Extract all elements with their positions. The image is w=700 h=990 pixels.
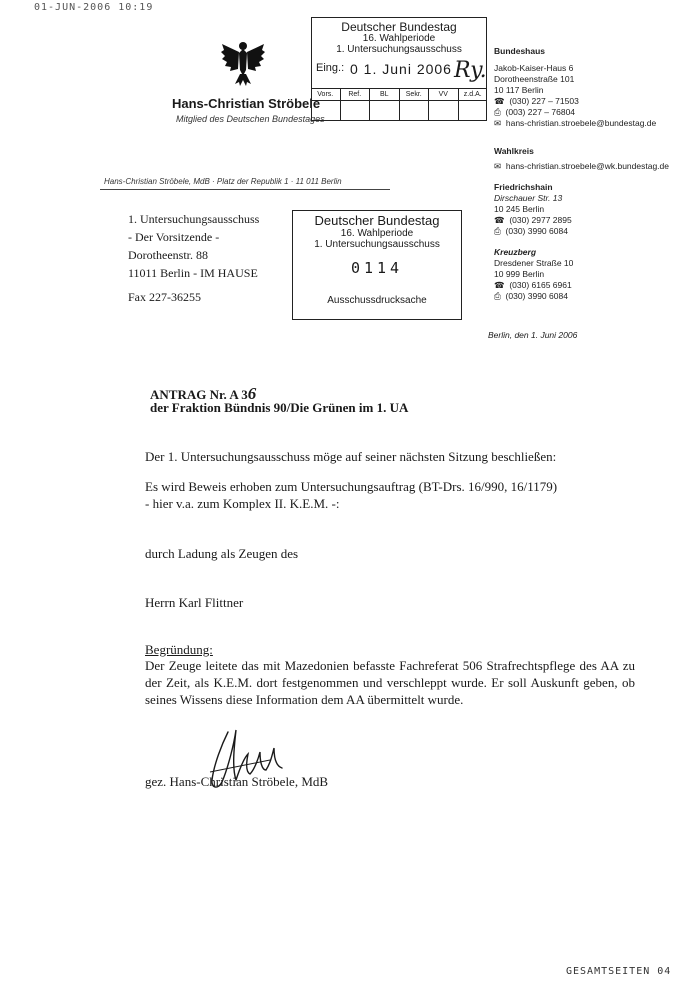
place-date: Berlin, den 1. Juni 2006 (488, 330, 578, 340)
antrag-subtitle: der Fraktion Bündnis 90/Die Grünen im 1. UA (150, 400, 409, 415)
bundestag-eagle-icon (220, 38, 266, 88)
body-beweis-line: Es wird Beweis erhoben zum Untersuchungsauftrag (BT-Drs. 16/990, 16/1179) (145, 479, 558, 494)
office-kreuzberg (494, 247, 573, 302)
received-stamp (311, 17, 487, 121)
body-intro: Der 1. Untersuchungsausschuss möge auf seiner nächsten Sitzung beschließen: (145, 449, 557, 464)
page-footer: GESAMTSEITEN 04 (566, 966, 672, 977)
office-address-line: 10 117 Berlin (494, 85, 544, 95)
office-address-line: Dresdener Straße 10 (494, 258, 574, 268)
office-email: hans-christian.stroebele@bundestag.de (505, 118, 657, 128)
document-stamp-footer: Ausschussdrucksache (327, 295, 427, 306)
routing-cell: Vors. (311, 89, 341, 121)
recipient-address (128, 210, 259, 282)
begruendung-text: Der Zeuge leitete das mit Mazedonien befasste Fachreferat 506 Strafrechtspflege des AA zu der Zeit, als K.E.M. dort festgenommen und verschleppt wurde. Er soll Auskunft geben, ob seines Wissens diese Information dem AA übermittelt wurde. (145, 658, 635, 707)
routing-cell: Ref. (341, 89, 371, 121)
fax-icon: ⎙ (494, 226, 501, 236)
phone-icon: ☎ (494, 215, 505, 225)
received-stamp-title: Deutscher Bundestag (341, 20, 457, 34)
return-address: Hans-Christian Ströbele, MdB · Platz der Republik 1 · 11 011 Berlin (104, 177, 342, 186)
document-stamp-title: Deutscher Bundestag (314, 213, 440, 228)
office-wahlkreis-heading: Wahlkreis (494, 146, 534, 156)
office-friedrichshain (494, 182, 572, 237)
return-address-divider (100, 189, 390, 190)
office-address-line: Dirschauer Str. 13 (494, 193, 563, 203)
fax-header: 01-JUN-2006 10:19 (34, 2, 154, 13)
received-stamp-initial: Ry. (454, 58, 487, 83)
recipient-line: 1. Untersuchungsausschuss (128, 212, 260, 226)
office-kreuzberg-heading: Kreuzberg (494, 247, 537, 257)
body-ladung: durch Ladung als Zeugen des (145, 546, 299, 561)
recipient-line: 11011 Berlin - IM HAUSE (128, 266, 258, 280)
signer-name: gez. Hans-Christian Ströbele, MdB (145, 774, 329, 789)
fax-icon: ⎙ (494, 107, 501, 117)
office-phone: (030) 227 – 71503 (509, 96, 579, 106)
body-beweis (145, 478, 635, 512)
recipient-line: - Der Vorsitzende - (128, 230, 220, 244)
office-phone: (030) 6165 6961 (509, 280, 572, 290)
routing-cell: z.d.A. (459, 89, 488, 121)
office-address-line: Dorotheenstraße 101 (494, 74, 575, 84)
office-phone: (030) 2977 2895 (509, 215, 572, 225)
office-address-line: 10 999 Berlin (494, 269, 545, 279)
routing-cell: BL (370, 89, 400, 121)
office-bundeshaus (494, 46, 656, 129)
body-beweis-line: - hier v.a. zum Komplex II. K.E.M. -: (145, 496, 340, 511)
body-witness: Herrn Karl Flittner (145, 595, 244, 610)
recipient-line: Dorotheenstr. 88 (128, 248, 208, 262)
office-address-line: 10 245 Berlin (494, 204, 545, 214)
document-stamp-committee: 1. Untersuchungsausschuss (314, 239, 440, 250)
sender-role: Mitglied des Deutschen Bundestages (176, 114, 325, 124)
received-stamp-period: 16. Wahlperiode (362, 33, 436, 44)
antrag-number-handwritten: 6 (247, 384, 257, 403)
email-icon: ✉ (494, 161, 502, 171)
received-stamp-routing-grid (311, 88, 487, 121)
received-stamp-committee: 1. Untersuchungsausschuss (336, 44, 462, 55)
received-stamp-date: 0 1. Juni 2006 (350, 61, 452, 77)
office-fax: (003) 227 – 76804 (505, 107, 576, 117)
phone-icon: ☎ (494, 96, 505, 106)
phone-icon: ☎ (494, 280, 505, 290)
antrag-prefix: ANTRAG Nr. A 3 (150, 387, 248, 402)
fax-icon: ⎙ (494, 291, 501, 301)
routing-cell: Sekr. (400, 89, 430, 121)
recipient-fax: Fax 227-36255 (128, 290, 201, 304)
office-bundeshaus-heading: Bundeshaus (494, 46, 546, 56)
office-fax: (030) 3990 6084 (505, 226, 568, 236)
routing-cell: VV (429, 89, 459, 121)
document-stamp-number: 0114 (350, 259, 404, 277)
begruendung-heading: Begründung: (145, 642, 213, 657)
document-stamp (292, 210, 462, 320)
received-stamp-label: Eing.: (316, 62, 345, 74)
office-email: hans-christian.stroebele@wk.bundestag.de (505, 161, 669, 171)
document-stamp-period: 16. Wahlperiode (340, 228, 414, 239)
office-fax: (030) 3990 6084 (505, 291, 568, 301)
office-wahlkreis (494, 146, 669, 172)
office-address-line: Jakob-Kaiser-Haus 6 (494, 63, 574, 73)
sender-name: Hans-Christian Ströbele (172, 96, 321, 111)
office-friedrichshain-heading: Friedrichshain (494, 182, 553, 192)
email-icon: ✉ (494, 118, 502, 128)
